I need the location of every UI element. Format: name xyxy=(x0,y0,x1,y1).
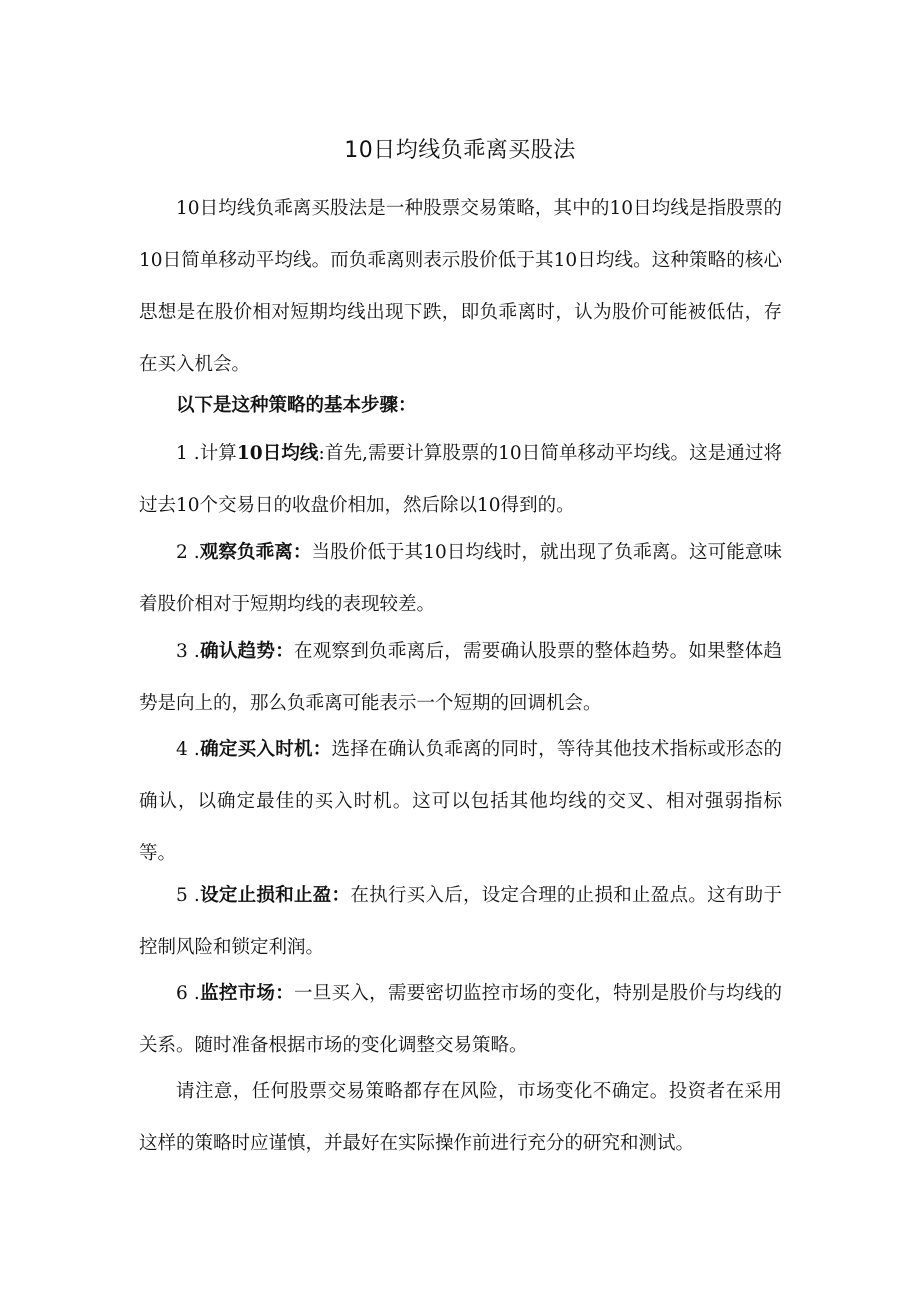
step-number: 3 . xyxy=(176,641,200,662)
step-text: :首先,需要计算股票的10日简单移动平均线。这是通过将过去10个交易日的收盘价相加，然后除以10得到的。 xyxy=(139,443,782,516)
step-text: 选择在确认负乖离的同时，等待其他技术指标或形态的确认，以确定最佳的买入时机。这可以包括其他均线的交叉、相对强弱指标等。 xyxy=(139,739,782,864)
step-number: 5 . xyxy=(176,885,200,906)
step-item xyxy=(139,527,782,631)
step-number: 6 . xyxy=(176,983,200,1004)
step-prefix: 计算 xyxy=(199,443,237,464)
closing-paragraph: 请注意，任何股票交易策略都存在风险，市场变化不确定。投资者在采用这样的策略时应谨慎，并最好在实际操作前进行充分的研究和测试。 xyxy=(139,1081,782,1154)
step-item xyxy=(139,626,782,730)
step-item xyxy=(139,428,782,532)
document-title: 10日均线负乖离买股法 xyxy=(344,138,576,163)
step-term: 确定买入时机： xyxy=(199,739,332,760)
step-term: 10日均线 xyxy=(236,443,319,464)
step-item xyxy=(139,724,782,880)
step-term: 确认趋势： xyxy=(199,641,294,662)
step-text: 在观察到负乖离后，需要确认股票的整体趋势。如果整体趋势是向上的，那么负乖离可能表示一个短期的回调机会。 xyxy=(139,641,782,714)
steps-heading: 以下是这种策略的基本步骤： xyxy=(176,395,417,416)
step-text: 在执行买入后，设定合理的止损和止盈点。这有助于控制风险和锁定利润。 xyxy=(139,885,782,958)
step-number: 1 . xyxy=(176,443,200,464)
step-term: 设定止损和止盈： xyxy=(199,885,351,906)
intro-paragraph: 10日均线负乖离买股法是一种股票交易策略，其中的10日均线是指股票的10日简单移动平均线。而负乖离则表示股价低于其10日均线。这种策略的核心思想是在股价相对短期均线出现下跌，即负乖离时，认为股价可能被低估，存在买入机会。 xyxy=(139,198,782,375)
step-item xyxy=(139,968,782,1072)
step-text: 一旦买入，需要密切监控市场的变化，特别是股价与均线的关系。随时准备根据市场的变化调整交易策略。 xyxy=(139,983,782,1056)
step-item xyxy=(139,870,782,974)
step-number: 2 . xyxy=(176,542,200,563)
step-term: 观察负乖离： xyxy=(199,542,312,563)
step-term: 监控市场： xyxy=(199,983,294,1004)
step-text: 当股价低于其10日均线时，就出现了负乖离。这可能意味着股价相对于短期均线的表现较差。 xyxy=(139,542,782,615)
step-number: 4 . xyxy=(176,739,200,760)
